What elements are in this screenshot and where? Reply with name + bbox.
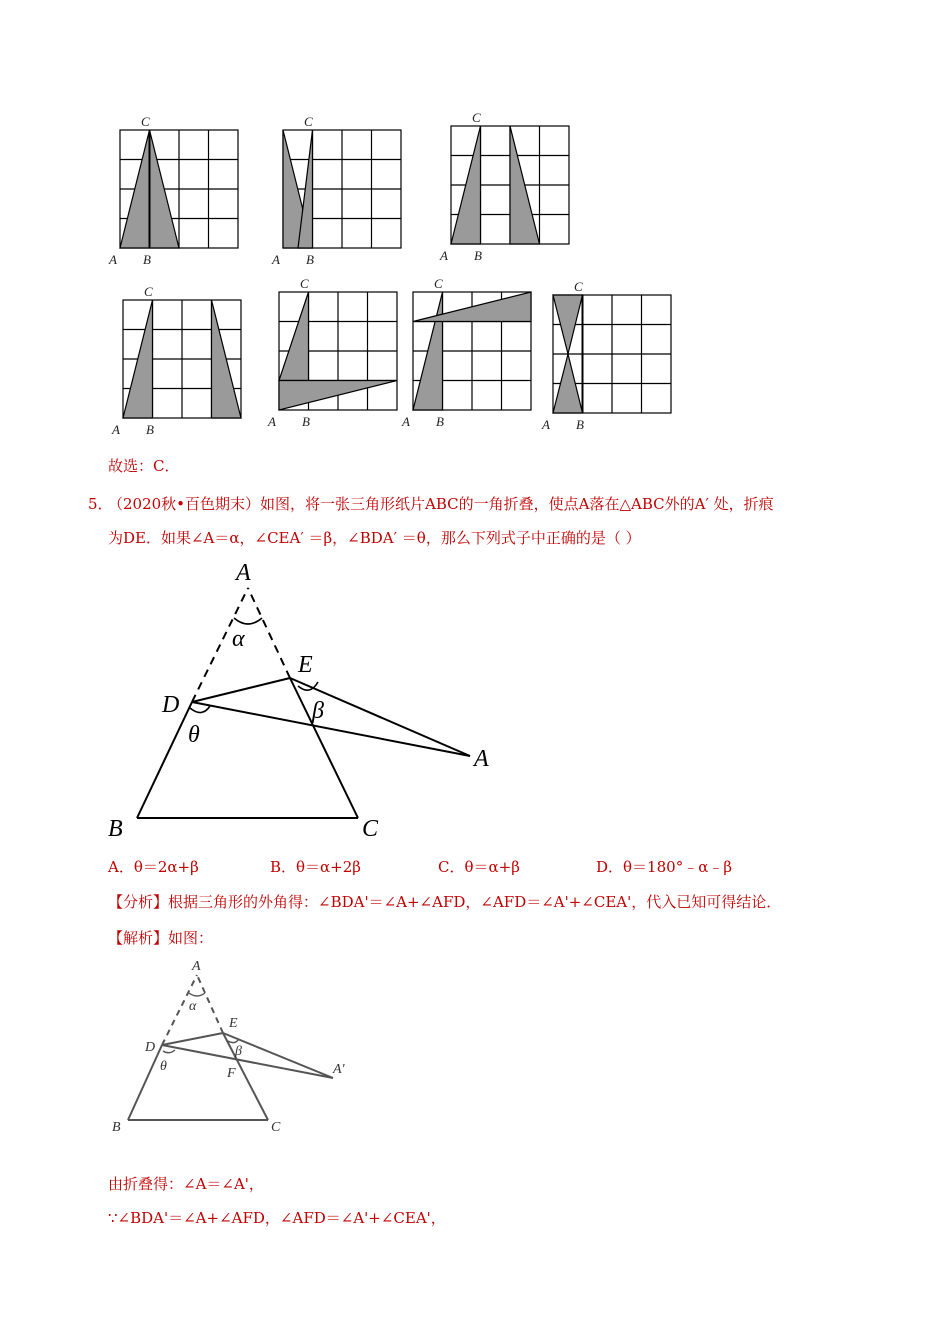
label-b: B [143, 252, 151, 267]
grid-figure-5 [264, 274, 409, 434]
label-b: B [306, 252, 314, 267]
label-c: C [144, 284, 153, 299]
small-label-beta: β [235, 1044, 242, 1059]
small-label-c: C [271, 1120, 281, 1135]
small-label-b: B [112, 1120, 121, 1135]
label-a: A [112, 422, 120, 437]
label-a: A [272, 252, 280, 267]
question-line-2: 为DE．如果∠A＝α，∠CEA′ ＝β，∠BDA′ ＝θ，那么下列式子中正确的是（ ） [108, 529, 641, 547]
label-c: C [362, 816, 379, 842]
step-1: 由折叠得：∠A＝∠A'， [108, 1175, 264, 1193]
label-e: E [298, 652, 313, 678]
solution-figure [105, 955, 365, 1144]
label-alpha: α [232, 626, 245, 652]
label-b: B [436, 414, 444, 429]
small-label-theta: θ [160, 1059, 167, 1074]
label-c: C [300, 276, 309, 291]
label-a: A [440, 248, 448, 263]
small-label-a: A [192, 959, 201, 974]
label-b: B [474, 248, 482, 263]
analysis: 【分析】根据三角形的外角得：∠BDA'＝∠A+∠AFD，∠AFD＝∠A'+∠CEA'，代入已知可得结论． [108, 893, 782, 911]
grid-figure-3 [436, 108, 581, 268]
label-c: C [304, 114, 313, 129]
label-a: A [268, 414, 276, 429]
label-a-right: A [474, 746, 489, 772]
label-c: C [434, 276, 443, 291]
grid-figure-2 [268, 112, 413, 272]
label-b: B [146, 422, 154, 437]
small-label-d: D [145, 1040, 156, 1055]
label-c: C [574, 279, 583, 294]
label-a-top: A [236, 560, 251, 586]
step-2: ∵∠BDA'＝∠A+∠AFD，∠AFD＝∠A'+∠CEA'， [108, 1209, 446, 1227]
question-number: 5． [88, 495, 113, 513]
small-label-a-prime: A' [333, 1062, 345, 1077]
label-c: C [141, 114, 150, 129]
label-c: C [472, 110, 481, 125]
question-line-1: （2020秋•百色期末）如图，将一张三角形纸片ABC的一角折叠，使点A落在△ABC外的A′ 处，折痕 [108, 495, 774, 513]
option-a[interactable]: A．θ＝2α+β [108, 858, 199, 876]
label-theta: θ [188, 722, 200, 748]
label-b: B [302, 414, 310, 429]
option-d[interactable]: D．θ＝180°﹣α﹣β [596, 858, 732, 876]
label-a: A [542, 417, 550, 432]
grid-figure-4 [108, 282, 253, 442]
grid-figure-6 [398, 274, 543, 434]
label-a: A [402, 414, 410, 429]
label-b: B [576, 417, 584, 432]
answer-line: 故选：C． [108, 457, 180, 475]
grid-figure-7 [538, 277, 683, 437]
option-c[interactable]: C．θ＝α+β [438, 858, 520, 876]
small-label-f: F [227, 1066, 236, 1081]
small-label-e: E [229, 1016, 238, 1031]
label-a: A [109, 252, 117, 267]
small-label-alpha: α [189, 999, 197, 1014]
solution-header: 【解析】如图： [108, 929, 214, 947]
main-figure [100, 560, 520, 854]
label-b: B [108, 816, 123, 842]
label-beta: β [312, 698, 324, 724]
label-d: D [162, 692, 180, 718]
option-b[interactable]: B．θ＝α+2β [270, 858, 361, 876]
grid-figure-1 [105, 112, 250, 272]
